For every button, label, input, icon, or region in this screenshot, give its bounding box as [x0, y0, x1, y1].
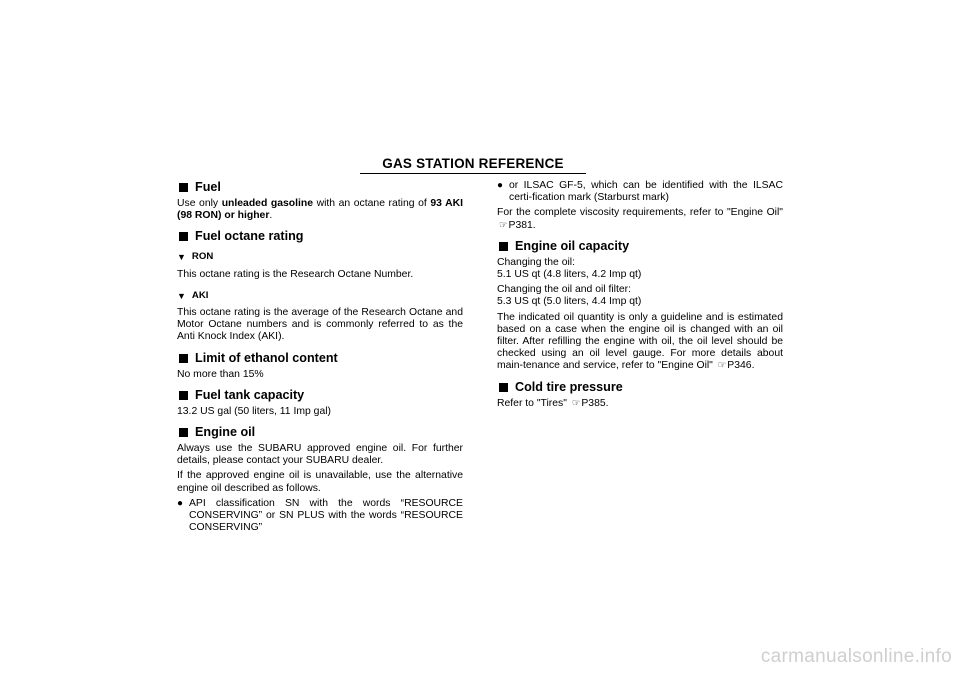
section-tire-heading	[497, 380, 783, 395]
engine-oil-p2: If the approved engine oil is unavailable, use the alternative engine oil described as follows.	[177, 470, 463, 494]
engine-oil-bullet-2	[497, 180, 783, 204]
triangle-down-icon: ▼	[177, 290, 186, 301]
section-ethanol-heading	[177, 351, 463, 366]
section-tank-heading	[177, 388, 463, 403]
aki-text: This octane rating is the average of the Research Octane and Motor Octane numbers and is commonly referred to as the Anti Knock Index (AKI).	[177, 307, 463, 343]
fuel-text-3: .	[269, 210, 273, 222]
oil-capacity-p-text: The indicated oil quantity is only a guideline and is estimated based on a case when the engine oil is changed with an oil filter. After refilling the engine with oil, the oil level should be checked using an oil level gauge. For more details about main-tenance and service, refer to "Engine Oil"	[497, 311, 783, 372]
bullet-1-text: API classification SN with the words “RESOURCE CONSERVING” or SN PLUS with the words “RESOURCE CONSERVING”	[189, 497, 463, 534]
engine-oil-bullet-1	[177, 498, 463, 535]
ron-text: This octane rating is the Research Octane Number.	[177, 268, 414, 280]
section-oil-capacity-heading	[497, 239, 783, 254]
fuel-text-2: with an octane rating of	[313, 198, 431, 209]
ethanol-text: No more than 15%	[177, 368, 264, 380]
section-fuel-heading	[177, 180, 463, 195]
aki-label: AKI	[191, 289, 209, 301]
octane-heading-text: Fuel octane rating	[195, 229, 304, 244]
tire-text-main: Refer to "Tires"	[497, 397, 570, 409]
bullet-icon: ●	[497, 180, 504, 191]
ethanol-heading-text: Limit of ethanol content	[195, 350, 338, 365]
black-square-icon	[179, 391, 188, 400]
bullet-2-text: or ILSAC GF-5, which can be identified with the ILSAC certi-fication mark (Starburst mark)	[509, 180, 783, 204]
pointing-hand-icon: ☞	[571, 397, 581, 409]
tire-text	[497, 398, 783, 410]
black-square-icon	[179, 354, 188, 363]
tank-heading-text: Fuel tank capacity	[195, 387, 305, 402]
pointing-hand-icon: ☞	[499, 219, 508, 231]
oil-capacity-line-2: 5.1 US qt (4.8 liters, 4.2 Imp qt)	[497, 269, 642, 281]
tire-ref[interactable]: P385.	[581, 397, 609, 409]
ron-label: RON	[191, 251, 214, 263]
bullet-icon: ●	[177, 497, 184, 509]
black-square-icon	[179, 183, 188, 192]
engine-oil-p3	[497, 207, 783, 231]
tire-heading-text: Cold tire pressure	[515, 379, 623, 394]
fuel-bold-2: 93 AKI (98 RON) or higher	[177, 198, 463, 222]
oil-capacity-p-ref[interactable]: P346.	[727, 360, 755, 372]
fuel-bold-1: unleaded gasoline	[221, 198, 314, 209]
fuel-text-1: Use only	[177, 198, 222, 209]
engine-oil-p3-ref[interactable]: P381.	[508, 219, 536, 231]
engine-oil-heading-text: Engine oil	[195, 425, 256, 440]
triangle-down-icon: ▼	[177, 252, 186, 263]
tank-text: 13.2 US gal (50 liters, 11 Imp gal)	[177, 405, 332, 417]
ron-subheading	[177, 251, 463, 263]
section-octane-heading	[177, 229, 463, 244]
oil-capacity-heading-text: Engine oil capacity	[515, 238, 630, 253]
oil-capacity-line-4: 5.3 US qt (5.0 liters, 4.4 Imp qt)	[497, 296, 642, 308]
page-title: GAS STATION REFERENCE	[360, 156, 586, 174]
pointing-hand-icon: ☞	[717, 360, 727, 372]
fuel-heading-text: Fuel	[195, 180, 221, 194]
oil-capacity-paragraph	[497, 312, 783, 373]
watermark: carmanualsonline.info	[760, 646, 952, 667]
engine-oil-p3-text: For the complete viscosity requirements, refer to "Engine Oil"	[497, 207, 783, 219]
left-column	[177, 180, 463, 537]
right-column	[497, 180, 783, 413]
engine-oil-p1: Always use the SUBARU approved engine oil. For further details, please contact your SUBARU dealer.	[177, 443, 463, 467]
fuel-text	[177, 198, 463, 222]
black-square-icon	[179, 232, 188, 241]
black-square-icon	[499, 383, 508, 392]
black-square-icon	[499, 242, 508, 251]
section-engine-oil-heading	[177, 425, 463, 440]
oil-capacity-line-1: Changing the oil:	[497, 256, 575, 268]
black-square-icon	[179, 428, 188, 437]
aki-subheading	[177, 290, 463, 302]
oil-capacity-line-3: Changing the oil and oil filter:	[497, 284, 632, 296]
